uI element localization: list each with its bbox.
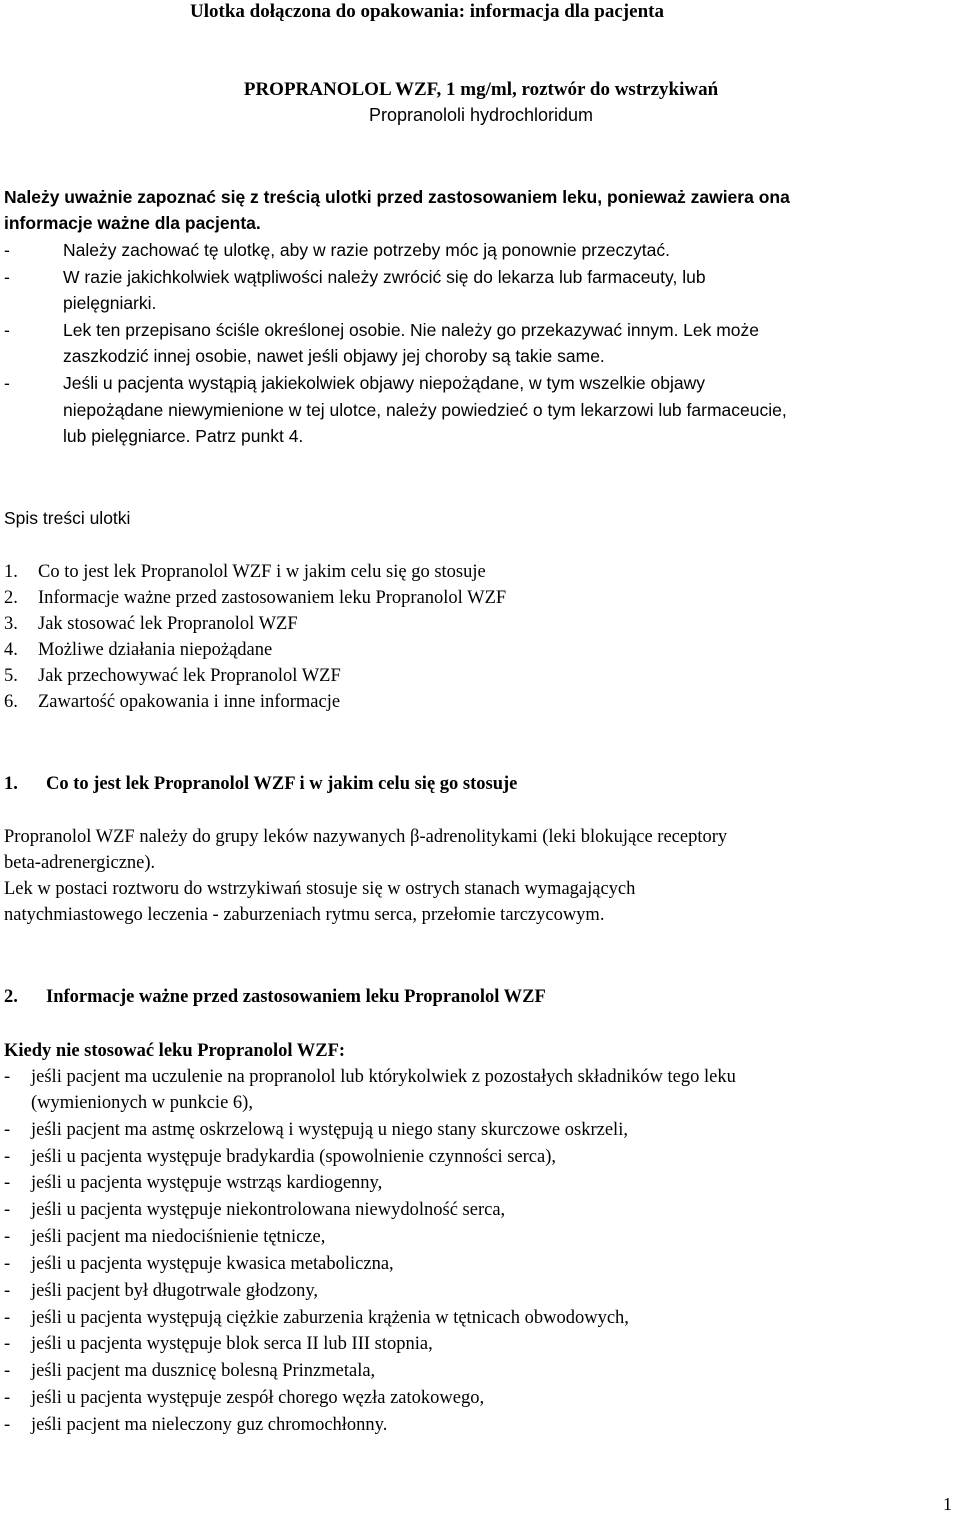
section-1-heading: 1. Co to jest lek Propranolol WZF i w jakim celu się go stosuje bbox=[4, 774, 518, 794]
list-dash: - bbox=[4, 1334, 11, 1354]
section-1-paragraph-2-line-1: Lek w postaci roztworu do wstrzykiwań stosuje się w ostrych stanach wymagających bbox=[4, 879, 636, 899]
intro-bullet-dash: - bbox=[4, 240, 10, 260]
contraindication-4: jeśli u pacjenta występuje wstrząs kardiogenny, bbox=[31, 1173, 383, 1193]
contraindication-13: jeśli pacjent ma nieleczony guz chromochłonny. bbox=[31, 1415, 388, 1435]
contraindication-1-line-2: (wymienionych w punkcie 6), bbox=[31, 1093, 253, 1113]
intro-bullet-3-part-c: Lek może bbox=[683, 320, 759, 340]
section-1-paragraph-2-line-2: natychmiastowego leczenia - zaburzeniach rytmu serca, przełomie tarczycowym. bbox=[4, 905, 605, 925]
list-dash: - bbox=[4, 1227, 11, 1247]
section-2-heading: 2. Informacje ważne przed zastosowaniem leku Propranolol WZF bbox=[4, 987, 546, 1007]
contraindication-12: jeśli u pacjenta występuje zespół chorego węzła zatokowego, bbox=[31, 1388, 485, 1408]
toc-item: 2. Informacje ważne przed zastosowaniem leku Propranolol WZF bbox=[4, 588, 507, 608]
contraindication-5: jeśli u pacjenta występuje niekontrolowana niewydolność serca, bbox=[31, 1200, 506, 1220]
toc-item: 4. Możliwe działania niepożądane bbox=[4, 640, 273, 660]
drug-name: PROPRANOLOL WZF, 1 mg/ml, roztwór do wstrzykiwań bbox=[243, 79, 719, 100]
contraindication-2: jeśli pacjent ma astmę oskrzelową i występują u niego stany skurczowe oskrzeli, bbox=[31, 1120, 628, 1140]
intro-bullet-dash: - bbox=[4, 373, 10, 393]
intro-bullet-3-line-2: zaszkodzić innej osobie, nawet jeśli objawy jej choroby są takie same. bbox=[63, 346, 605, 366]
intro-bullet-2-line-2: pielęgniarki. bbox=[63, 293, 157, 313]
list-dash: - bbox=[4, 1147, 11, 1167]
section-1-paragraph-1-line-1: Propranolol WZF należy do grupy leków nazywanych β-adrenolitykami (leki blokujące receptory bbox=[4, 827, 728, 847]
list-dash: - bbox=[4, 1361, 11, 1381]
list-dash: - bbox=[4, 1415, 11, 1435]
list-dash: - bbox=[4, 1173, 11, 1193]
intro-lead-line-1: Należy uważnie zapoznać się z treścią ulotki przed zastosowaniem leku, ponieważ zawiera ona bbox=[4, 187, 790, 207]
toc-item: 1. Co to jest lek Propranolol WZF i w jakim celu się go stosuje bbox=[4, 562, 486, 582]
list-dash: - bbox=[4, 1067, 11, 1087]
leaflet-title: Ulotka dołączona do opakowania: informacja dla pacjenta bbox=[190, 1, 664, 22]
contraindication-8: jeśli pacjent był długotrwale głodzony, bbox=[31, 1281, 319, 1301]
list-dash: - bbox=[4, 1388, 11, 1408]
intro-bullet-4-line-2: niepożądane niewymienione w tej ulotce, należy powiedzieć o tym lekarzowi lub farmaceucie, bbox=[63, 400, 787, 420]
intro-bullet-2-line-1: W razie jakichkolwiek wątpliwości należy zwrócić się do lekarza lub farmaceuty, lub bbox=[63, 267, 706, 287]
intro-bullet-3-part-b: Nie należy go przekazywać innym. bbox=[410, 320, 679, 340]
active-substance: Propranololi hydrochloridum bbox=[368, 105, 594, 125]
list-dash: - bbox=[4, 1254, 11, 1274]
toc-item: 6. Zawartość opakowania i inne informacje bbox=[4, 692, 341, 712]
intro-bullet-3-line-1 bbox=[63, 317, 759, 344]
intro-bullet-dash: - bbox=[4, 267, 10, 287]
intro-bullet-dash: - bbox=[4, 320, 10, 340]
intro-bullet-3-part-a: Lek ten przepisano ściśle określonej osobie. bbox=[63, 320, 406, 340]
list-dash: - bbox=[4, 1281, 11, 1301]
section-2-subheading: Kiedy nie stosować leku Propranolol WZF: bbox=[4, 1041, 346, 1061]
contraindication-6: jeśli pacjent ma niedociśnienie tętnicze, bbox=[31, 1227, 326, 1247]
intro-bullet-4-line-1: Jeśli u pacjenta wystąpią jakiekolwiek objawy niepożądane, w tym wszelkie objawy bbox=[63, 373, 705, 393]
intro-bullet-4-line-3: lub pielęgniarce. Patrz punkt 4. bbox=[63, 426, 304, 446]
contraindication-7: jeśli u pacjenta występuje kwasica metaboliczna, bbox=[31, 1254, 394, 1274]
toc-item: 3. Jak stosować lek Propranolol WZF bbox=[4, 614, 298, 634]
toc-item: 5. Jak przechowywać lek Propranolol WZF bbox=[4, 666, 341, 686]
contraindication-11: jeśli pacjent ma dusznicę bolesną Prinzmetala, bbox=[31, 1361, 376, 1381]
list-dash: - bbox=[4, 1308, 11, 1328]
section-1-paragraph-1-line-2: beta-adrenergiczne). bbox=[4, 853, 156, 873]
intro-lead-line-2: informacje ważne dla pacjenta. bbox=[4, 213, 261, 233]
list-dash: - bbox=[4, 1120, 11, 1140]
contraindication-9: jeśli u pacjenta występują ciężkie zaburzenia krążenia w tętnicach obwodowych, bbox=[31, 1308, 629, 1328]
list-dash: - bbox=[4, 1200, 11, 1220]
intro-bullet-1: Należy zachować tę ulotkę, aby w razie potrzeby móc ją ponownie przeczytać. bbox=[63, 240, 670, 260]
contraindication-10: jeśli u pacjenta występuje blok serca II lub III stopnia, bbox=[31, 1334, 433, 1354]
contraindication-3: jeśli u pacjenta występuje bradykardia (spowolnienie czynności serca), bbox=[31, 1147, 557, 1167]
contraindication-1-line-1: jeśli pacjent ma uczulenie na propranolol lub którykolwiek z pozostałych składników tego leku bbox=[31, 1067, 736, 1087]
page-number: 1 bbox=[943, 1494, 952, 1514]
toc-heading: Spis treści ulotki bbox=[4, 508, 131, 528]
